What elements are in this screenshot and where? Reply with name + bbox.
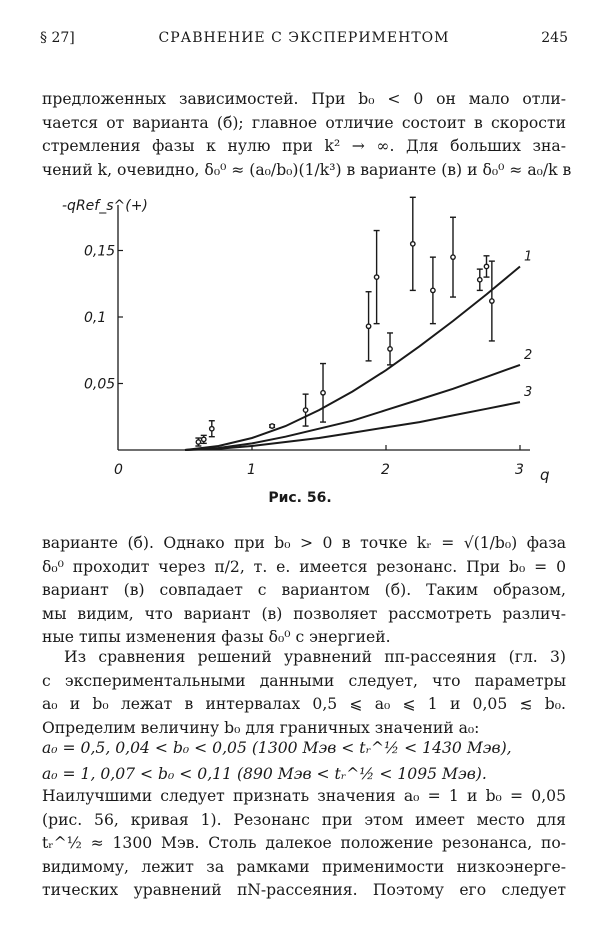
x-tick-label: 3 [515, 462, 524, 478]
y-tick-label: 0,05 [84, 376, 116, 393]
formula-line: a₀ = 1, 0,07 < b₀ < 0,11 (890 Мэв < tᵣ^½ < 1095 Мэв). [42, 765, 487, 783]
y-axis-label: -qRef_s^(+) [62, 198, 148, 214]
text-line: Определим величину b₀ для граничных значений a₀: [42, 718, 480, 737]
text-line: видимому, лежит за рамками применимости низкоэнерге- [42, 857, 566, 876]
x-tick-label: 1 [247, 462, 256, 478]
data-point [210, 427, 214, 431]
data-point [321, 391, 325, 395]
text-line: (рис. 56, кривая 1). Резонанс при этом имеет место для [42, 810, 566, 829]
text-line: Наилучшими следует признать значения a₀ = 1 и b₀ = 0,05 [42, 787, 566, 805]
formula-line: a₀ = 0,5, 0,04 < b₀ < 0,05 (1300 Мэв < tᵣ^½ < 1430 Мэв), [42, 739, 512, 757]
data-point [431, 288, 435, 292]
data-point [478, 278, 482, 282]
data-point [451, 255, 455, 259]
text-line: ные типы изменения фазы δ₀⁰ с энергией. [42, 628, 391, 647]
text-line: tᵣ^½ ≈ 1300 Мэв. Столь далекое положение резонанса, по- [42, 834, 566, 853]
text-line: чений k, очевидно, δ₀⁰ ≈ (a₀/b₀)(1/k³) в варианте (в) и δ₀⁰ ≈ a₀/k в [42, 160, 572, 179]
data-point [270, 424, 274, 428]
data-point [202, 437, 206, 441]
y-tick-label: 0,1 [84, 310, 107, 326]
text-line: тических уравнений πN-рассеяния. Поэтому его следует [42, 881, 566, 900]
text-line: чается от варианта (б); главное отличие состоит в скорости [42, 113, 566, 132]
text-line: мы видим, что вариант (в) позволяет рассмотреть различ- [42, 604, 566, 623]
text-line: Из сравнения решений уравнений ππ-рассеяния (гл. 3) [64, 648, 566, 666]
curve-label-1: 1 [524, 249, 533, 265]
text-line: предложенных зависимостей. При b₀ < 0 он мало отли- [42, 90, 566, 108]
curve-label-3: 3 [524, 385, 533, 401]
data-point [411, 242, 415, 246]
curve-label-2: 2 [524, 347, 533, 363]
text-line: δ₀⁰ проходит через π/2, т. е. имеется резонанс. При b₀ = 0 [42, 557, 566, 576]
data-point [374, 275, 378, 279]
text-line: варианте (б). Однако при b₀ > 0 в точке kᵣ = √(1/b₀) фаза [42, 534, 566, 552]
curve-2 [185, 365, 520, 450]
paragraph-conclusion [42, 785, 566, 903]
data-point [388, 347, 392, 351]
x-tick-label: 0 [114, 462, 123, 478]
data-point [490, 299, 494, 303]
text-line: a₀ и b₀ лежат в интервалах 0,5 ⩽ a₀ ⩽ 1 и 0,05 ≲ b₀. [42, 695, 566, 714]
curve-1 [185, 267, 520, 451]
running-title: СРАВНЕНИЕ С ЭКСПЕРИМЕНТОМ [158, 30, 450, 46]
paragraph-resonance [42, 532, 566, 650]
data-point [484, 264, 488, 268]
paragraph-parameters [42, 646, 566, 740]
x-axis-label: q [540, 466, 550, 484]
text-line: с экспериментальными данными следует, что параметры [42, 671, 566, 690]
page-number: 245 [541, 30, 568, 46]
text-line: стремления фазы к нулю при k² → ∞. Для больших зна- [42, 137, 566, 156]
data-point [366, 324, 370, 328]
y-tick-label: 0,15 [84, 243, 116, 260]
section-number: § 27] [40, 30, 75, 46]
text-line: вариант (в) совпадает с вариантом (б). Таким образом, [42, 581, 566, 600]
formula-block [42, 735, 566, 787]
x-tick-label: 2 [381, 462, 390, 478]
data-point [303, 408, 307, 412]
figure-caption: Рис. 56. [268, 490, 332, 506]
data-point [196, 440, 200, 444]
